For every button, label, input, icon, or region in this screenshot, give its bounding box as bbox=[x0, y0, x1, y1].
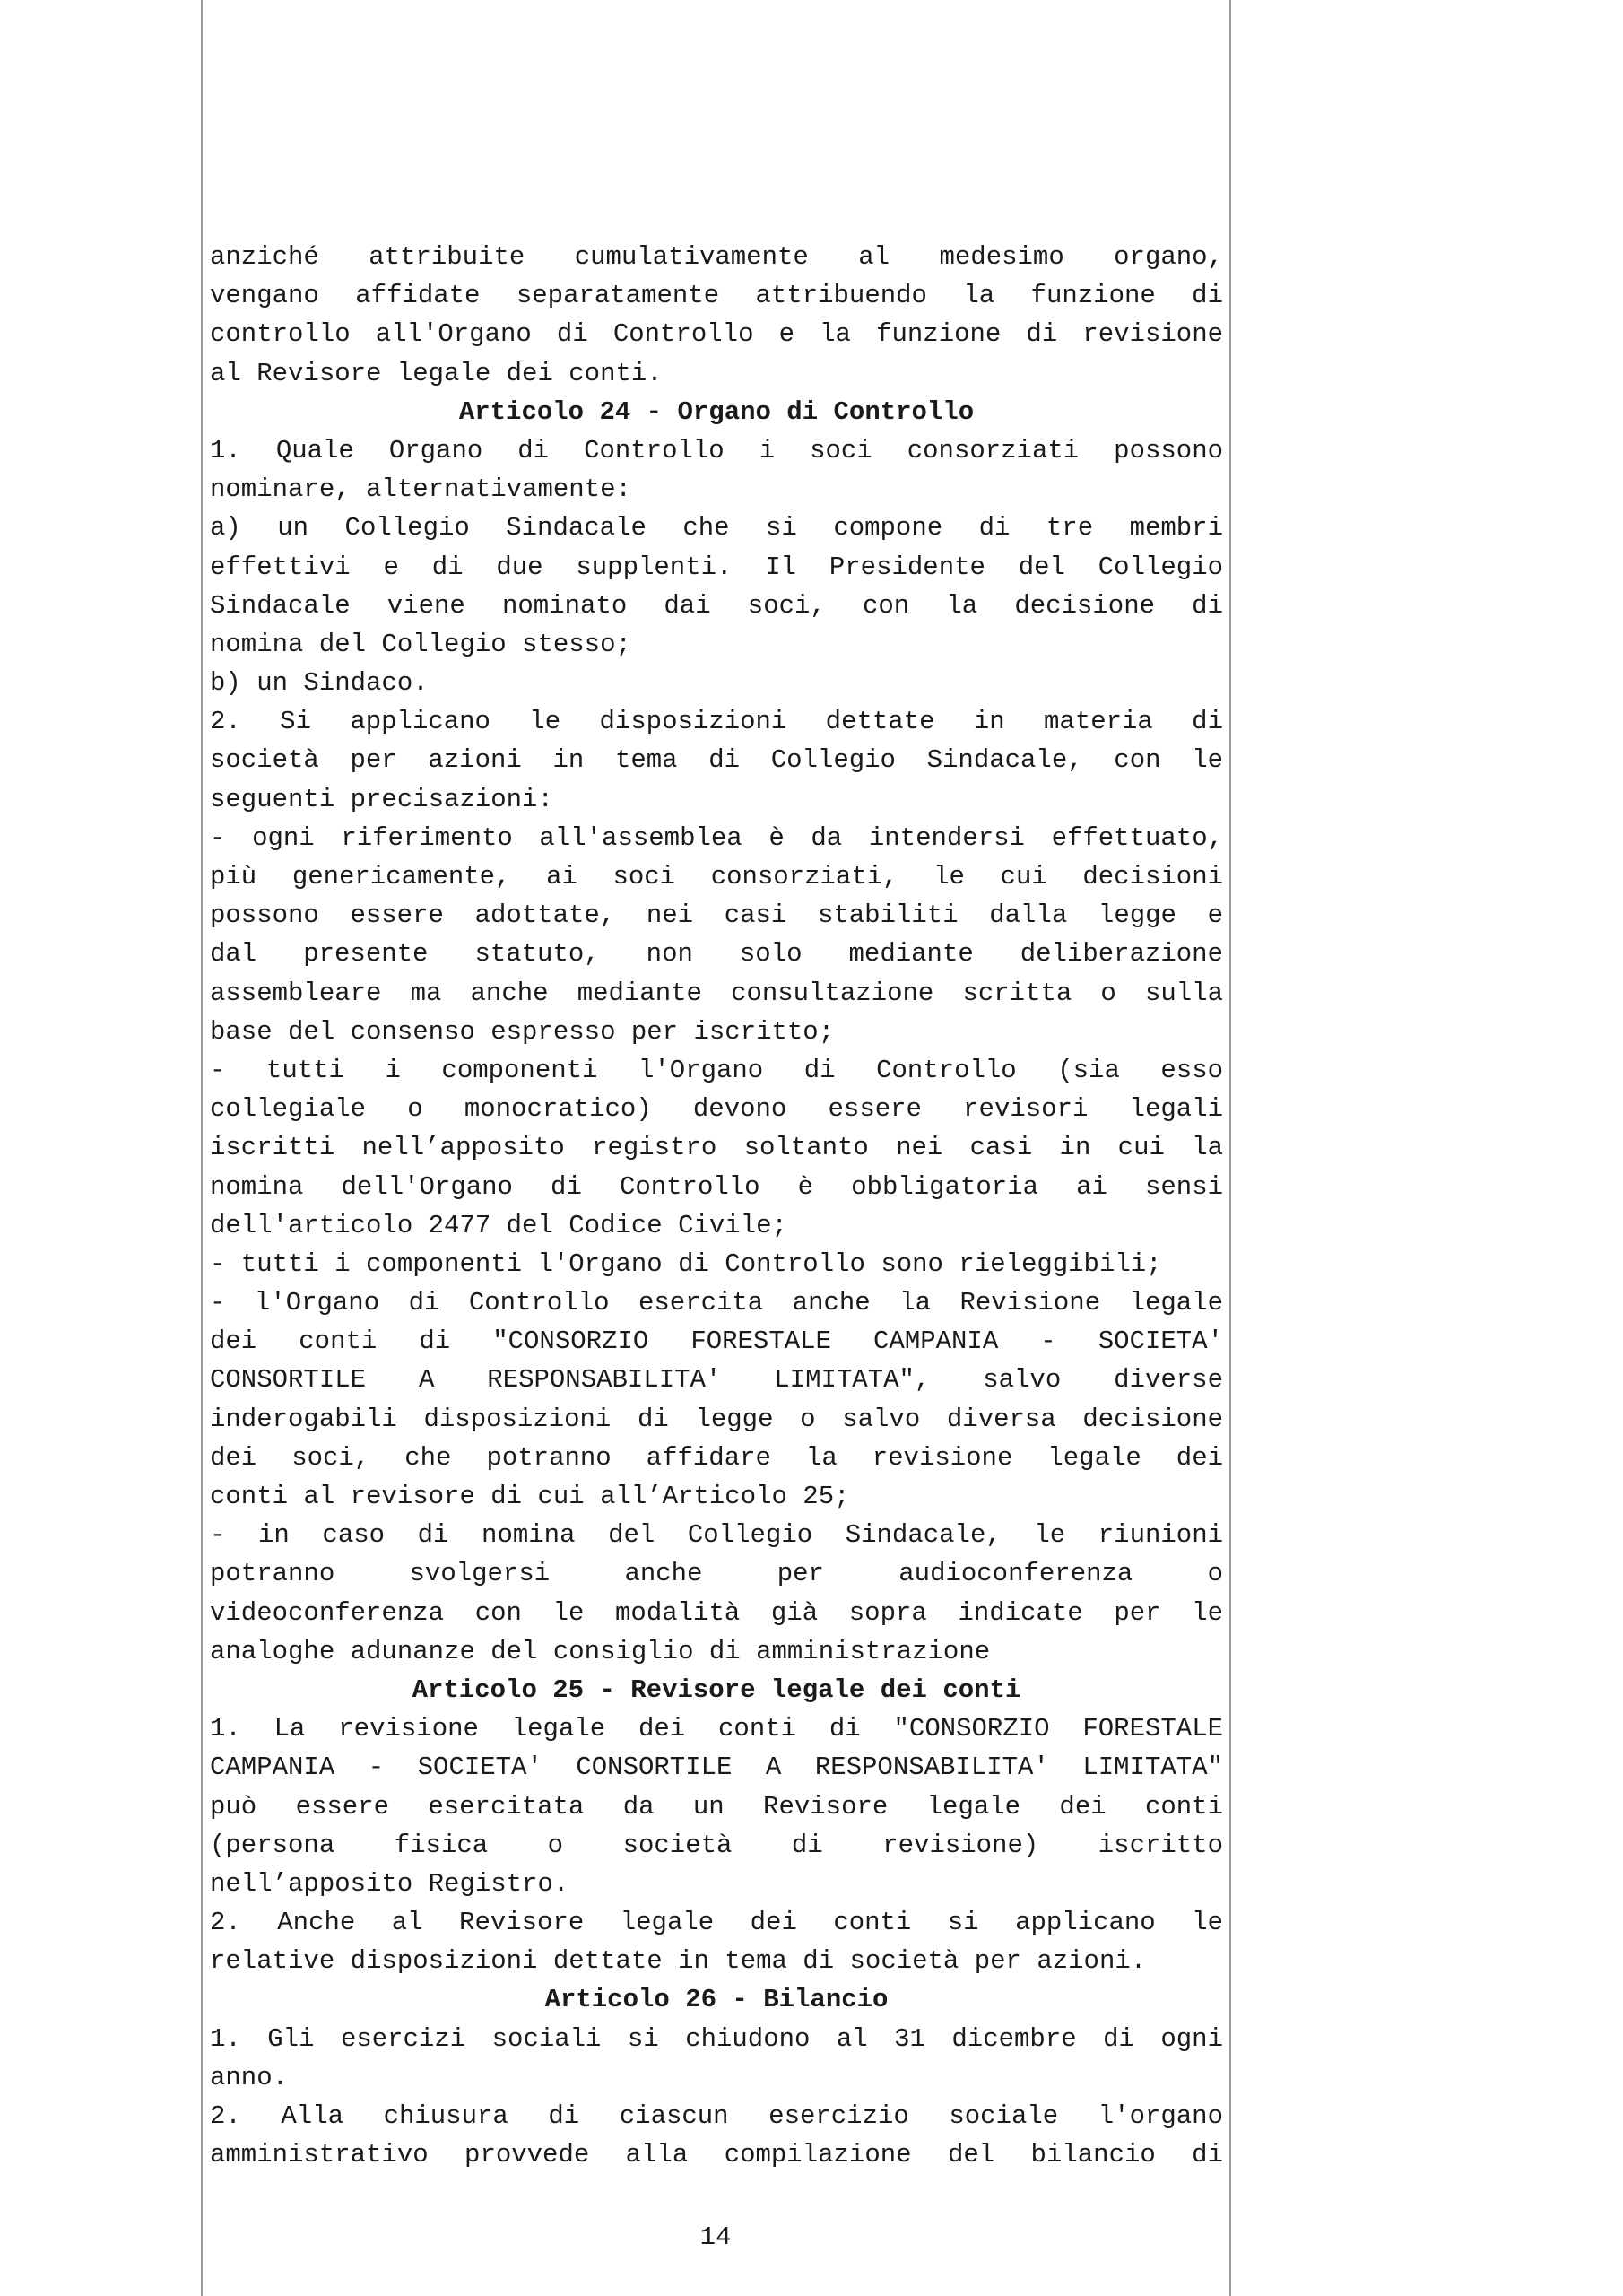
text-line: conti al revisore di cui all’Articolo 25; bbox=[210, 1482, 850, 1511]
text-line: società per azioni in tema di Collegio Sindacale, con le bbox=[210, 745, 1223, 776]
right-margin-line bbox=[1229, 0, 1231, 2296]
text-line: iscritti nell’apposito registro soltanto nei casi in cui la bbox=[210, 1133, 1223, 1163]
text-line: videoconferenza con le modalità già sopra indicate per le bbox=[210, 1597, 1223, 1628]
text-line: - l'Organo di Controllo esercita anche la Revisione legale bbox=[210, 1288, 1223, 1318]
text-line: possono essere adottate, nei casi stabiliti dalla legge e bbox=[210, 900, 1223, 931]
article-heading: Articolo 26 - Bilancio bbox=[544, 1985, 889, 2015]
text-line: 2. Si applicano le disposizioni dettate in materia di bbox=[210, 707, 1223, 737]
text-line: controllo all'Organo di Controllo e la funzione di revisione bbox=[210, 319, 1223, 350]
text-line: dei soci, che potranno affidare la revisione legale dei bbox=[210, 1442, 1223, 1473]
text-line: vengano affidate separatamente attribuendo la funzione di bbox=[210, 281, 1223, 311]
text-line: a) un Collegio Sindacale che si compone di tre membri bbox=[210, 513, 1223, 544]
text-line: (persona fisica o società di revisione) iscritto bbox=[210, 1830, 1223, 1860]
text-line: Sindacale viene nominato dai soci, con la decisione di bbox=[210, 590, 1223, 621]
text-line: può essere esercitata da un Revisore legale dei conti bbox=[210, 1791, 1223, 1822]
text-line: anziché attribuite cumulativamente al medesimo organo, bbox=[210, 242, 1223, 272]
text-line: nominare, alternativamente: bbox=[210, 474, 631, 505]
text-line: - ogni riferimento all'assemblea è da intendersi effettuato, bbox=[210, 822, 1223, 853]
text-line: assembleare ma anche mediante consultazione scritta o sulla bbox=[210, 978, 1223, 1008]
text-line: 2. Alla chiusura di ciascun esercizio sociale l'organo bbox=[210, 2101, 1223, 2131]
text-line: effettivi e di due supplenti. Il Presidente del Collegio bbox=[210, 552, 1223, 582]
text-line: anno. bbox=[210, 2062, 289, 2092]
text-line: 2. Anche al Revisore legale dei conti si applicano le bbox=[210, 1908, 1223, 1938]
left-margin-line bbox=[201, 0, 203, 2296]
text-line: b) un Sindaco. bbox=[210, 668, 429, 699]
text-line: analoghe adunanze del consiglio di amministrazione bbox=[210, 1636, 991, 1666]
text-line: nell’apposito Registro. bbox=[210, 1868, 569, 1899]
text-line: 1. Quale Organo di Controllo i soci consorziati possono bbox=[210, 435, 1223, 465]
text-line: nomina del Collegio stesso; bbox=[210, 629, 631, 659]
text-line: potranno svolgersi anche per audioconferenza o bbox=[210, 1559, 1223, 1589]
document-body bbox=[210, 238, 1223, 2174]
text-line: - in caso di nomina del Collegio Sindacale, le riunioni bbox=[210, 1520, 1223, 1551]
text-line: amministrativo provvede alla compilazione del bilancio di bbox=[210, 2140, 1223, 2170]
text-line: dei conti di "CONSORZIO FORESTALE CAMPANIA - SOCIETA' bbox=[210, 1326, 1223, 1357]
text-line: 1. La revisione legale dei conti di "CONSORZIO FORESTALE bbox=[210, 1714, 1223, 1744]
text-line: più genericamente, ai soci consorziati, le cui decisioni bbox=[210, 862, 1223, 891]
text-line: seguenti precisazioni: bbox=[210, 784, 553, 814]
text-line: dell'articolo 2477 del Codice Civile; bbox=[210, 1210, 787, 1240]
article-heading: Articolo 25 - Revisore legale dei conti bbox=[412, 1674, 1021, 1705]
text-line: base del consenso espresso per iscritto; bbox=[210, 1016, 835, 1047]
text-line: inderogabili disposizioni di legge o salvo diversa decisione bbox=[210, 1404, 1223, 1434]
text-line: nomina dell'Organo di Controllo è obbligatoria ai sensi bbox=[210, 1171, 1223, 1202]
text-line: collegiale o monocratico) devono essere revisori legali bbox=[210, 1094, 1223, 1125]
article-heading: Articolo 24 - Organo di Controllo bbox=[458, 396, 975, 427]
text-line: relative disposizioni dettate in tema di società per azioni. bbox=[210, 1946, 1147, 1977]
text-line: CAMPANIA - SOCIETA' CONSORTILE A RESPONSABILITA' LIMITATA" bbox=[210, 1752, 1223, 1783]
text-line: - tutti i componenti l'Organo di Controllo (sia esso bbox=[210, 1055, 1223, 1085]
text-line: dal presente statuto, non solo mediante deliberazione bbox=[210, 939, 1223, 970]
text-line: CONSORTILE A RESPONSABILITA' LIMITATA", salvo diverse bbox=[210, 1365, 1223, 1396]
text-line: al Revisore legale dei conti. bbox=[210, 358, 663, 388]
text-line: 1. Gli esercizi sociali si chiudono al 31 dicembre di ogni bbox=[210, 2023, 1223, 2054]
text-line: - tutti i componenti l'Organo di Controllo sono rieleggibili; bbox=[210, 1248, 1162, 1279]
page-number: 14 bbox=[699, 2222, 732, 2252]
